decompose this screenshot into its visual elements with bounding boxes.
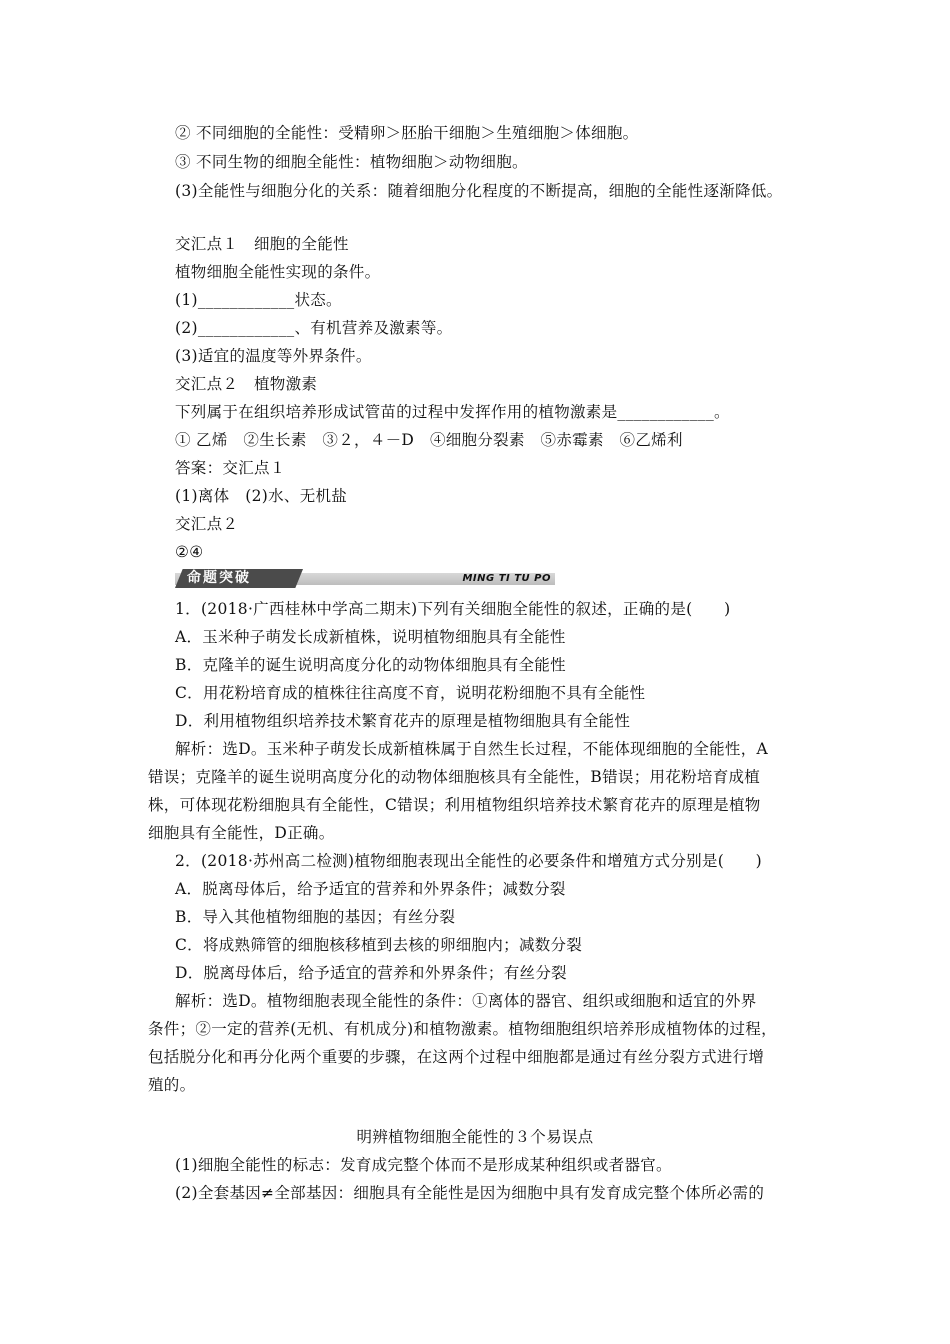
text-line: ② 不同细胞的全能性：受精卵＞胚胎干细胞＞生殖细胞＞体细胞。	[175, 124, 639, 142]
analysis-line: 包括脱分化和再分化两个重要的步骤，在这两个过程中细胞都是通过有丝分裂方式进行增	[148, 1048, 765, 1066]
option-a: A．玉米种子萌发长成新植株，说明植物细胞具有全能性	[175, 628, 566, 646]
text-line: (3)适宜的温度等外界条件。	[175, 347, 372, 365]
section-banner	[175, 569, 555, 588]
text-line: (1)____________状态。	[175, 291, 342, 309]
analysis-line: 殖的。	[148, 1076, 196, 1094]
option-d: D．脱离母体后，给予适宜的营养和外界条件；有丝分裂	[175, 964, 567, 982]
tip-line: (2)全套基因≠全部基因：细胞具有全能性是因为细胞中具有发育成完整个体所必需的	[175, 1184, 765, 1202]
text-line: ① 乙烯 ②生长素 ③２，４－D ④细胞分裂素 ⑤赤霉素 ⑥乙烯利	[175, 431, 683, 449]
answer-line: (1)离体 (2)水、无机盐	[175, 487, 348, 505]
tip-line: (1)细胞全能性的标志：发育成完整个体而不是形成某种组织或者器官。	[175, 1156, 672, 1174]
analysis-line: 细胞具有全能性，D正确。	[148, 824, 335, 842]
analysis-line: 解析：选D。玉米种子萌发长成新植株属于自然生长过程，不能体现细胞的全能性，A	[175, 740, 769, 758]
banner-subtitle: MING TI TU PO	[462, 573, 551, 584]
question-2: 2．(2018·苏州高二检测)植物细胞表现出全能性的必要条件和增殖方式分别是( )	[175, 852, 763, 870]
option-c: C．将成熟筛管的细胞核移植到去核的卵细胞内；减数分裂	[175, 936, 583, 954]
text-line: 植物细胞全能性实现的条件。	[175, 263, 381, 281]
answer-line: 答案：交汇点１	[175, 459, 286, 477]
analysis-line: 错误；克隆羊的诞生说明高度分化的动物体细胞核具有全能性，B错误；用花粉培育成植	[148, 768, 761, 786]
answer-line: ②④	[175, 543, 204, 561]
answer-line: 交汇点２	[175, 515, 239, 533]
option-b: B．导入其他植物细胞的基因；有丝分裂	[175, 908, 456, 926]
section-heading: 交汇点２ 植物激素	[175, 375, 318, 393]
text-line: ③ 不同生物的细胞全能性：植物细胞＞动物细胞。	[175, 153, 528, 171]
analysis-line: 条件；②一定的营养(无机、有机成分)和植物激素。植物细胞组织培养形成植物体的过程，	[148, 1020, 777, 1038]
tips-title: 明辨植物细胞全能性的３个易误点	[356, 1128, 594, 1146]
option-b: B．克隆羊的诞生说明高度分化的动物体细胞具有全能性	[175, 656, 566, 674]
banner-title: 命题突破	[187, 570, 251, 586]
option-c: C．用花粉培育成的植株往往高度不育，说明花粉细胞不具有全能性	[175, 684, 646, 702]
option-a: A．脱离母体后，给予适宜的营养和外界条件；减数分裂	[175, 880, 566, 898]
question-1: 1．(2018·广西桂林中学高二期末)下列有关细胞全能性的叙述，正确的是( )	[175, 600, 731, 618]
text-line: (2)____________、有机营养及激素等。	[175, 319, 453, 337]
text-line: 下列属于在组织培养形成试管苗的过程中发挥作用的植物激素是____________。	[175, 403, 730, 421]
analysis-line: 株，可体现花粉细胞具有全能性，C错误；利用植物组织培养技术繁育花卉的原理是植物	[148, 796, 761, 814]
option-d: D．利用植物组织培养技术繁育花卉的原理是植物细胞具有全能性	[175, 712, 631, 730]
analysis-line: 解析：选D。植物细胞表现全能性的条件：①离体的器官、组织或细胞和适宜的外界	[175, 992, 757, 1010]
text-line: (3)全能性与细胞分化的关系：随着细胞分化程度的不断提高，细胞的全能性逐渐降低。	[175, 182, 783, 200]
section-heading: 交汇点１ 细胞的全能性	[175, 235, 349, 253]
